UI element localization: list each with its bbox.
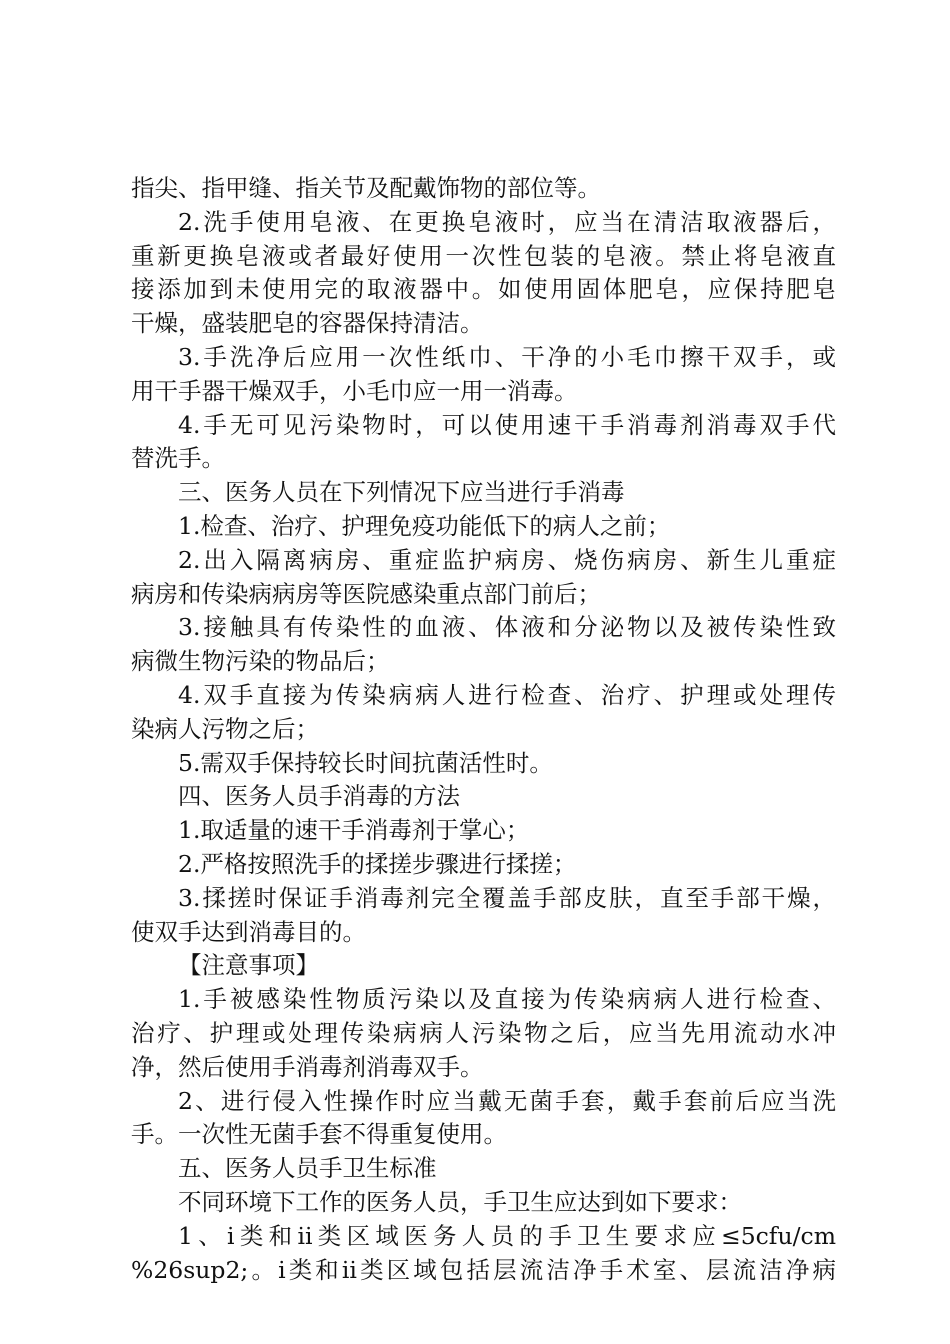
text-line: 2.洗手使用皂液、在更换皂液时，应当在清洁取液器后， [178, 207, 836, 236]
text-line: 重新更换皂液或者最好使用一次性包装的皂液。禁止将皂液直 [131, 241, 836, 270]
text-line: %26sup2;。ⅰ类和ⅱ类区域包括层流洁净手术室、层流洁净病 [131, 1255, 836, 1284]
text-line: 3.手洗净后应用一次性纸巾、干净的小毛巾擦干双手，或 [178, 342, 836, 371]
text-line: 5.需双手保持较长时间抗菌活性时。 [178, 748, 553, 777]
text-line: 2、进行侵入性操作时应当戴无菌手套，戴手套前后应当洗 [178, 1086, 836, 1115]
text-line: 2.出入隔离病房、重症监护病房、烧伤病房、新生儿重症 [178, 545, 836, 574]
text-line: 3.揉搓时保证手消毒剂完全覆盖手部皮肤，直至手部干燥， [178, 883, 836, 912]
text-line: 替洗手。 [131, 444, 225, 473]
text-line: 使双手达到消毒目的。 [131, 917, 366, 946]
text-line: 用干手器干燥双手，小毛巾应一用一消毒。 [131, 376, 578, 405]
text-line: 4.双手直接为传染病病人进行检查、治疗、护理或处理传 [178, 680, 836, 709]
text-line: 净，然后使用手消毒剂消毒双手。 [131, 1052, 484, 1081]
text-line: 三、医务人员在下列情况下应当进行手消毒 [178, 478, 625, 507]
text-line: 1.检查、治疗、护理免疫功能低下的病人之前； [178, 511, 671, 540]
text-line: 不同环境下工作的医务人员，手卫生应达到如下要求： [178, 1187, 742, 1216]
text-line: 1.手被感染性物质污染以及直接为传染病病人进行检查、 [178, 985, 836, 1014]
text-line: 1.取适量的速干手消毒剂于掌心； [178, 816, 530, 845]
text-line: 病房和传染病病房等医院感染重点部门前后； [131, 579, 601, 608]
text-line: 4.手无可见污染物时，可以使用速干手消毒剂消毒双手代 [178, 410, 836, 439]
text-line: 接添加到未使用完的取液器中。如使用固体肥皂，应保持肥皂 [131, 275, 836, 304]
text-line: 1、ⅰ类和ⅱ类区域医务人员的手卫生要求应≤5cfu/cm [178, 1221, 836, 1250]
text-line: 2.严格按照洗手的揉搓步骤进行揉搓； [178, 849, 577, 878]
document-body [131, 172, 836, 1287]
text-line: 【注意事项】 [178, 951, 319, 980]
text-line: 四、医务人员手消毒的方法 [178, 782, 460, 811]
text-line: 3.接触具有传染性的血液、体液和分泌物以及被传染性致 [178, 613, 836, 642]
text-line: 手。一次性无菌手套不得重复使用。 [131, 1120, 507, 1149]
text-line: 治疗、护理或处理传染病病人污染物之后，应当先用流动水冲 [131, 1018, 836, 1047]
text-line: 染病人污物之后； [131, 714, 319, 743]
text-line: 干燥，盛装肥皂的容器保持清洁。 [131, 309, 484, 338]
text-line: 指尖、指甲缝、指关节及配戴饰物的部位等。 [131, 174, 601, 202]
text-line: 病微生物污染的物品后； [131, 647, 390, 676]
text-line: 五、医务人员手卫生标准 [178, 1154, 437, 1183]
